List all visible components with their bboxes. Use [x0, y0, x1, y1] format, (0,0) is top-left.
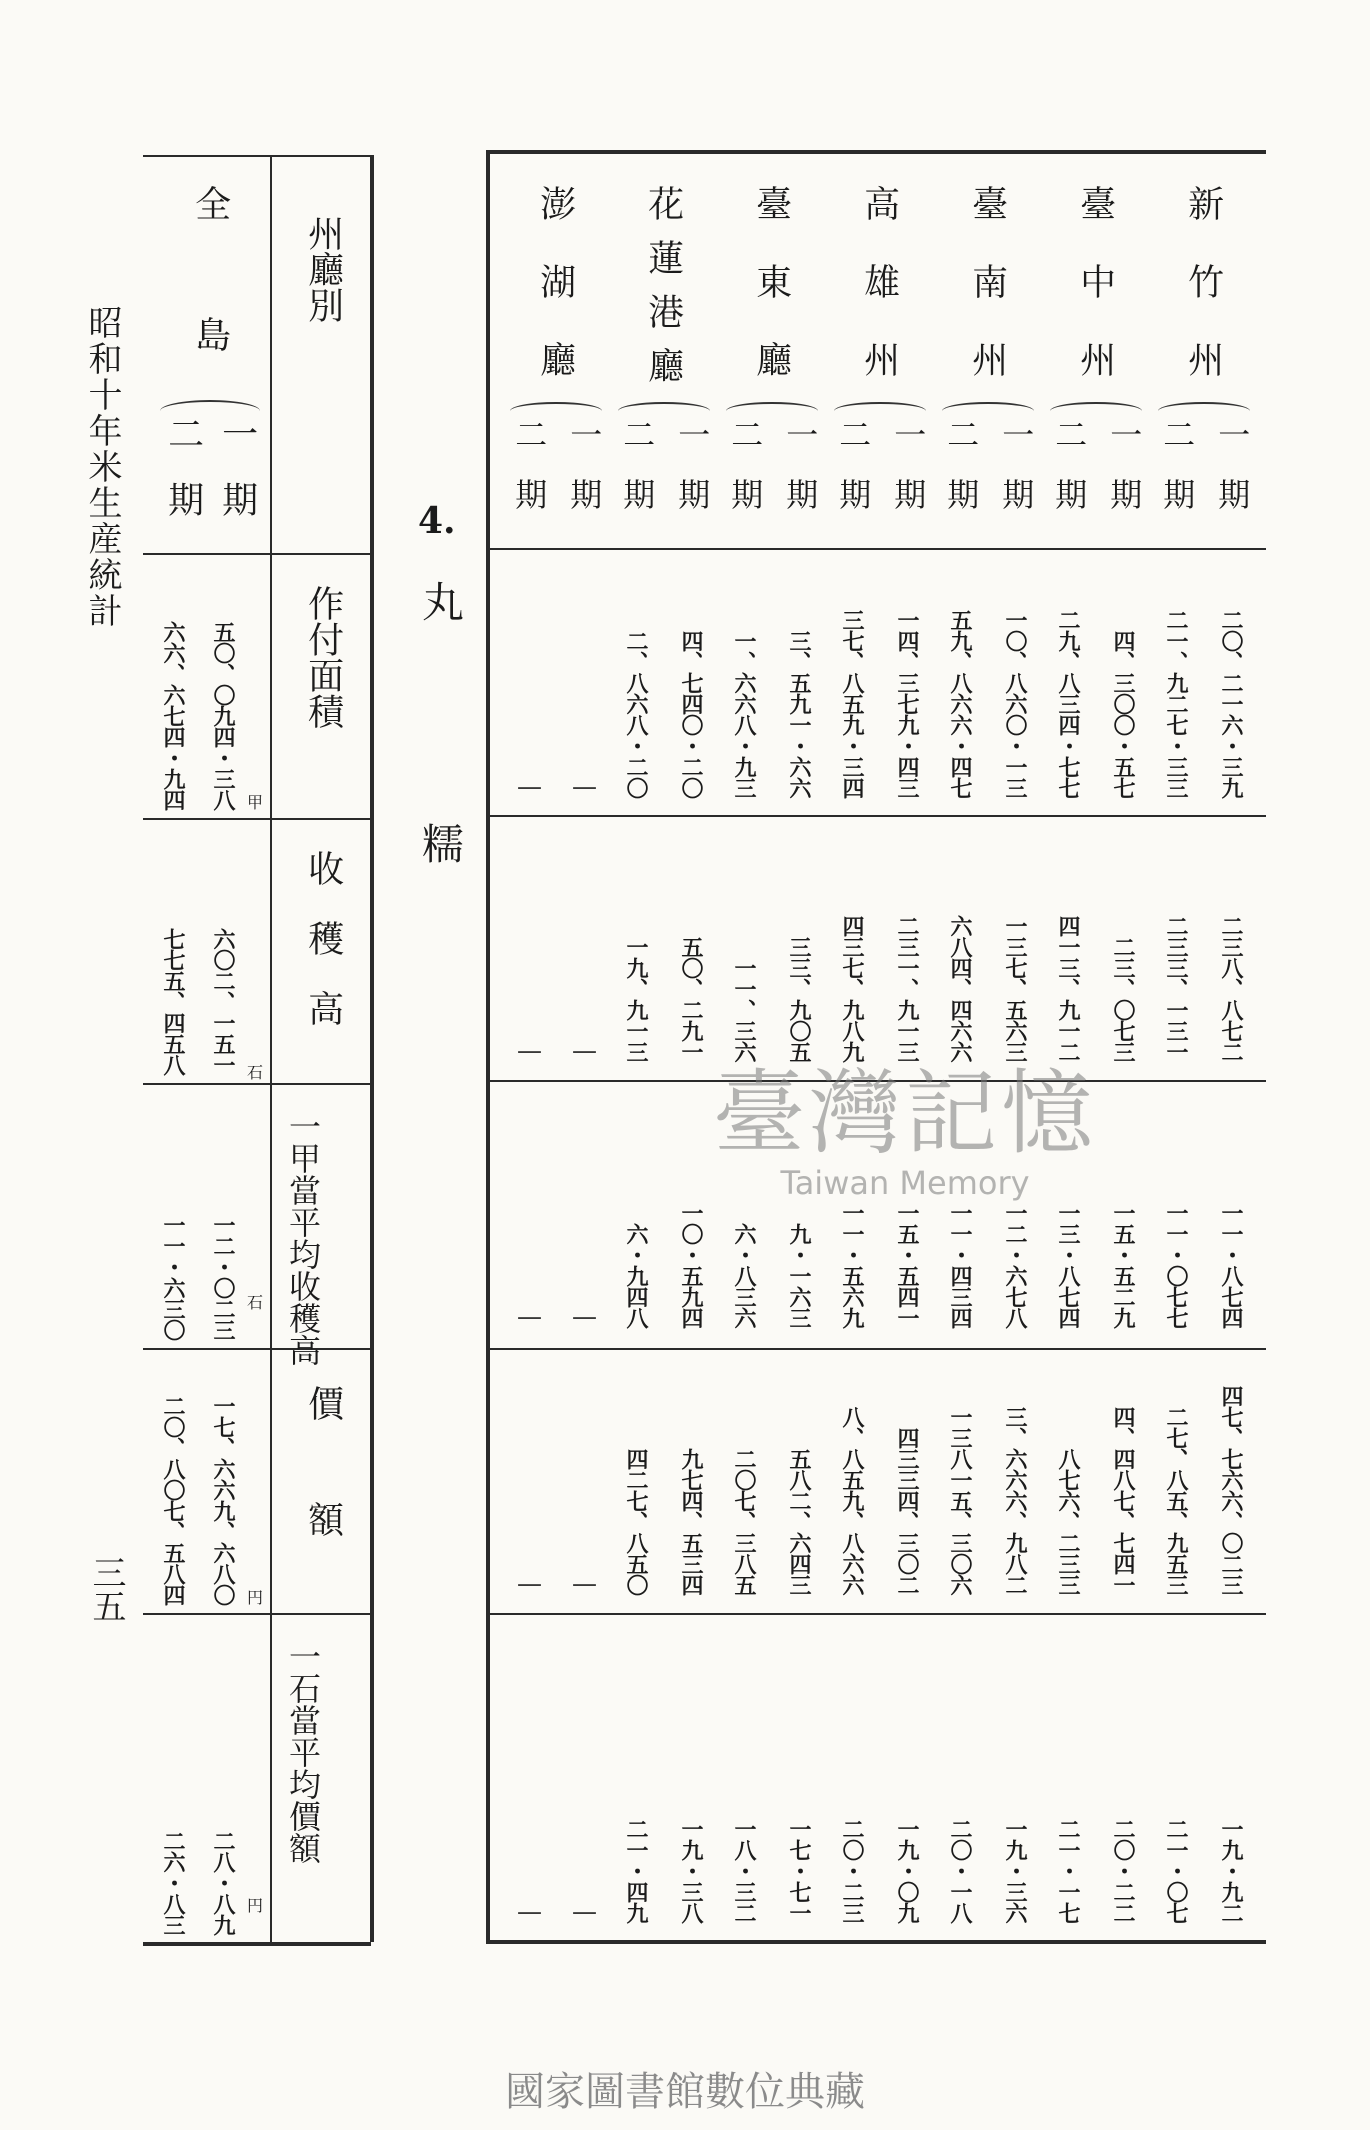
- unit-area: 甲: [247, 793, 264, 812]
- summary-period-2: 二期: [162, 415, 204, 547]
- cell-value: 八、八五九、八六六: [839, 1406, 865, 1595]
- cell-value: 九七四、五三四: [678, 1448, 704, 1595]
- cell-price: 一九・〇九: [894, 1818, 920, 1923]
- cell-area: 四、三〇〇・五七: [1110, 630, 1136, 798]
- cell-price: 二〇・二三: [839, 1818, 865, 1923]
- cell-price: 一八・三二: [731, 1818, 757, 1923]
- cell-harvest: ｜: [515, 1041, 541, 1062]
- cell-area: ｜: [570, 777, 596, 798]
- cell-per-jia: 六・八三六: [731, 1223, 757, 1328]
- cell-harvest: 二三、〇七三: [1110, 936, 1136, 1062]
- prefecture-period-label: 二期: [834, 418, 873, 538]
- unit-price: 円: [247, 1896, 264, 1915]
- prefecture-period-label: 一期: [781, 418, 820, 538]
- col-header-price: 一石當平均價額: [284, 1640, 322, 1864]
- cell-price: 一九・九二: [1218, 1818, 1244, 1923]
- prefecture-name: 澎湖廳: [534, 185, 576, 419]
- cell-value: 四七、七六六、〇二三: [1218, 1385, 1244, 1595]
- cell-price: 一九・三六: [1002, 1818, 1028, 1923]
- cell-per-jia: ｜: [515, 1307, 541, 1328]
- page-number: 三五: [86, 1555, 126, 1623]
- prefecture-period-label: 二期: [726, 418, 765, 538]
- prefecture-name: 花蓮港廳: [642, 185, 684, 401]
- cell-harvest: 三三、九〇五: [786, 936, 812, 1062]
- col-header-harvest: 收穫高: [302, 850, 344, 1060]
- cell-price: 一九・三八: [678, 1818, 704, 1923]
- cell-price: ｜: [515, 1902, 541, 1923]
- cell-area: 二一、九二七・三三: [1163, 609, 1189, 798]
- cell-value: 四三三四、三〇二: [894, 1427, 920, 1595]
- prefecture-period-label: 一期: [565, 418, 604, 538]
- section-number: 4.: [418, 500, 456, 542]
- col-header-area: 作付面積: [302, 585, 344, 729]
- cell-harvest: 四三七、九八九: [839, 915, 865, 1062]
- cell-price: 二〇・二二: [1110, 1818, 1136, 1923]
- cell-per-jia: 一二・六七八: [1002, 1202, 1028, 1328]
- prefecture-period-label: 二期: [942, 418, 981, 538]
- summary-p2-area: 六六、六七四・九四: [160, 621, 186, 810]
- prefecture-period-label: 二期: [510, 418, 549, 538]
- cell-per-jia: 一一・〇七七: [1163, 1202, 1189, 1328]
- prefecture-period-label: 二期: [1050, 418, 1089, 538]
- cell-price: 二一・一七: [1055, 1818, 1081, 1923]
- summary-period-1: 一期: [216, 415, 258, 547]
- cell-value: 一三八一五、三〇六: [947, 1406, 973, 1595]
- cell-harvest: 二三一、九一三: [894, 915, 920, 1062]
- cell-price: 二一・〇七: [1163, 1818, 1189, 1923]
- prefecture-period-label: 二期: [618, 418, 657, 538]
- summary-p1-price: 二八・八九: [210, 1830, 236, 1935]
- cell-harvest: 一一、三六: [731, 957, 757, 1062]
- cell-per-jia: 九・一六三: [786, 1223, 812, 1328]
- cell-area: 一四、三七九・四三: [894, 609, 920, 798]
- prefecture-name: 高雄州: [858, 185, 900, 419]
- unit-value: 円: [247, 1588, 264, 1607]
- cell-harvest: 四一三、九一二: [1055, 915, 1081, 1062]
- cell-harvest: 五〇、二九一: [678, 936, 704, 1062]
- prefecture-name: 臺中州: [1074, 185, 1116, 419]
- unit-harvest: 石: [247, 1063, 264, 1082]
- col-header-per-jia: 一甲當平均收穫高: [284, 1110, 322, 1366]
- header-label: 州廳別: [302, 215, 344, 323]
- prefecture-period-label: 一期: [997, 418, 1036, 538]
- cell-value: 二七、八五、九五三: [1163, 1406, 1189, 1595]
- cell-per-jia: 一五・五二九: [1110, 1202, 1136, 1328]
- cell-per-jia: 一三・八七四: [1055, 1202, 1081, 1328]
- prefecture-period-label: 一期: [673, 418, 712, 538]
- summary-p1-value: 一七、六六九、六八〇: [210, 1395, 236, 1605]
- cell-harvest: 二三三、一三一: [1163, 915, 1189, 1062]
- cell-value: 八七六、二三三: [1055, 1448, 1081, 1595]
- footer-archive-credit: 國家圖書館數位典藏: [505, 2069, 865, 2115]
- cell-area: 四、七四〇・二〇: [678, 630, 704, 798]
- cell-per-jia: 一一・八七四: [1218, 1202, 1244, 1328]
- summary-name: 全島: [189, 185, 231, 447]
- prefecture-name: 臺南州: [966, 185, 1008, 419]
- watermark-english: Taiwan Memory: [780, 1164, 1030, 1202]
- prefecture-name: 臺東廳: [750, 185, 792, 419]
- cell-area: 一、六六八・九三: [731, 630, 757, 798]
- summary-p2-per-jia: 一一・六三〇: [160, 1214, 186, 1340]
- cell-area: 二、八六八・二〇: [623, 630, 649, 798]
- watermark-chinese: 臺灣記憶: [712, 1060, 1097, 1167]
- cell-value: 四、四八七、七四一: [1110, 1406, 1136, 1595]
- cell-harvest: 一三七、五六三: [1002, 915, 1028, 1062]
- summary-p2-price: 二六・八三: [160, 1830, 186, 1935]
- summary-p1-harvest: 六〇二、一五一: [210, 928, 236, 1075]
- prefecture-period-label: 一期: [1213, 418, 1252, 538]
- unit-per-jia: 石: [247, 1293, 264, 1312]
- cell-area: 二九、八三四・七七: [1055, 609, 1081, 798]
- cell-price: ｜: [570, 1902, 596, 1923]
- cell-harvest: ｜: [570, 1041, 596, 1062]
- cell-value: 五八二、六四三: [786, 1448, 812, 1595]
- prefecture-period-label: 一期: [1105, 418, 1144, 538]
- cell-per-jia: 六・九四八: [623, 1223, 649, 1328]
- cell-price: 一七・七一: [786, 1818, 812, 1923]
- cell-value: 二〇七、三八五: [731, 1448, 757, 1595]
- cell-harvest: 一九、九一三: [623, 936, 649, 1062]
- cell-area: 二〇、二一六・三九: [1218, 609, 1244, 798]
- cell-harvest: 六八四、四六六: [947, 915, 973, 1062]
- cell-price: 二〇・一八: [947, 1818, 973, 1923]
- cell-area: ｜: [515, 777, 541, 798]
- cell-harvest: 二三八、八七二: [1218, 915, 1244, 1062]
- summary-p2-harvest: 七七五、四五八: [160, 928, 186, 1075]
- prefecture-period-label: 一期: [889, 418, 928, 538]
- running-head: 昭和十年米生産統計: [82, 305, 122, 629]
- cell-per-jia: 一〇・五九四: [678, 1202, 704, 1328]
- cell-area: 一〇、八六〇・一三: [1002, 609, 1028, 798]
- summary-p1-area: 五〇、〇九四・三八: [210, 621, 236, 810]
- cell-per-jia: 一一・五六九: [839, 1202, 865, 1328]
- prefecture-name: 新竹州: [1182, 185, 1224, 419]
- cell-value: ｜: [570, 1574, 596, 1595]
- cell-per-jia: 一五・五四一: [894, 1202, 920, 1328]
- cell-area: 三、五九一・六六: [786, 630, 812, 798]
- cell-value: 四二七、八五〇: [623, 1448, 649, 1595]
- cell-value: 三、六六六、九八二: [1002, 1406, 1028, 1595]
- summary-p1-per-jia: 一二・〇二三: [210, 1214, 236, 1340]
- cell-area: 五九、八六六・四七: [947, 609, 973, 798]
- cell-area: 三七、八五九・三四: [839, 609, 865, 798]
- section-title: 丸糯: [416, 580, 465, 1064]
- cell-value: ｜: [515, 1574, 541, 1595]
- prefecture-period-label: 二期: [1158, 418, 1197, 538]
- cell-per-jia: 一一・四三四: [947, 1202, 973, 1328]
- cell-per-jia: ｜: [570, 1307, 596, 1328]
- summary-p2-value: 二〇、八〇七、五八四: [160, 1395, 186, 1605]
- col-header-value: 價額: [302, 1385, 344, 1617]
- cell-price: 二一・四九: [623, 1818, 649, 1923]
